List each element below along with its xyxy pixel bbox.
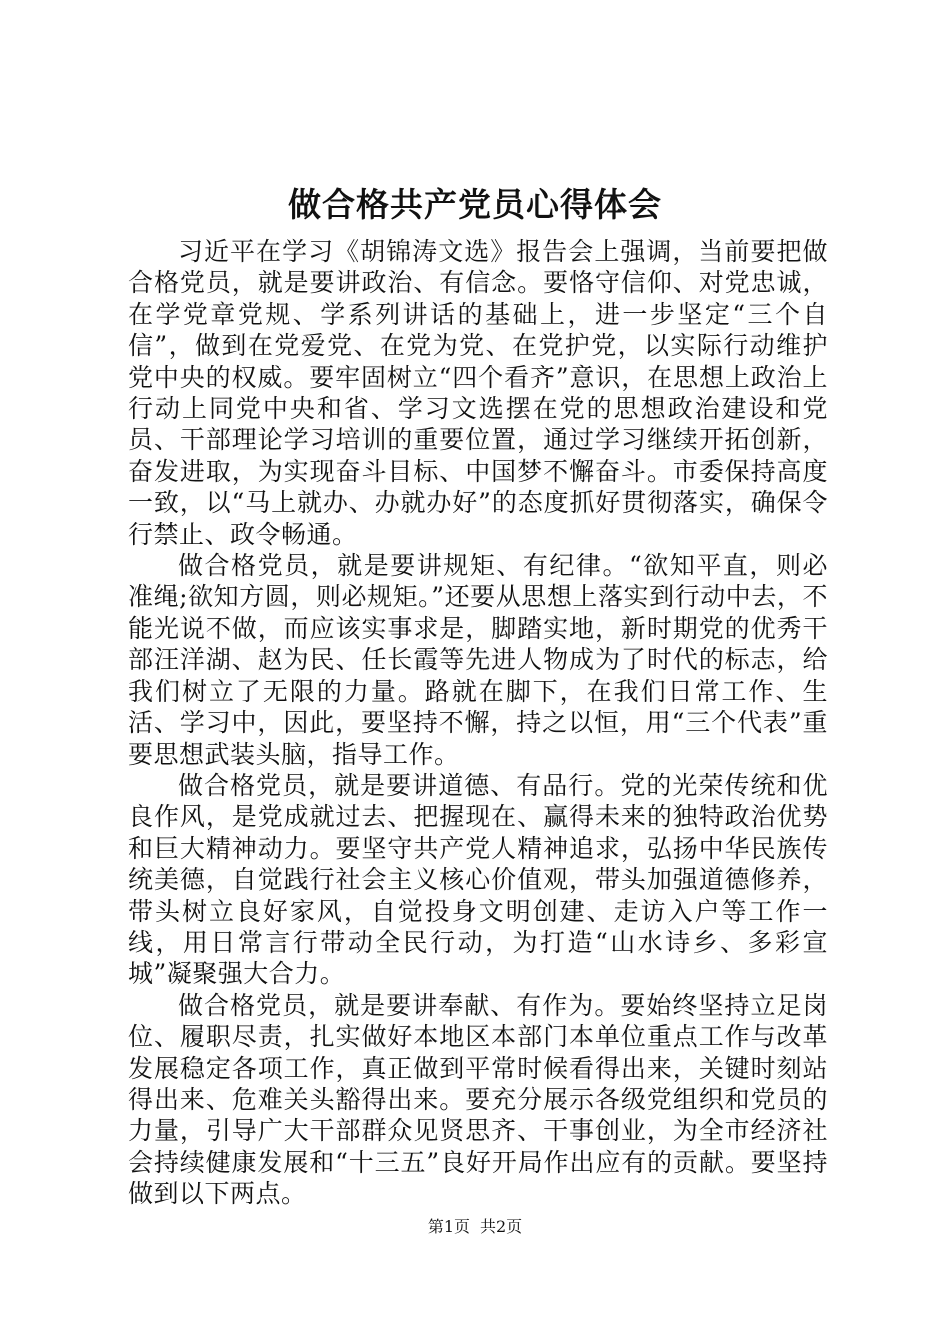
page-number-total: 共2页: [480, 1217, 523, 1236]
document-body: [128, 236, 828, 1210]
document-title: 做合格共产党员心得体会: [288, 185, 662, 224]
page-number-current: 第1页: [427, 1217, 470, 1236]
paragraph-4: 做合格党员，就是要讲奉献、有作为。要始终坚持立足岗位、履职尽责，扎实做好本地区本部门本单位重点工作与改革发展稳定各项工作，真正做到平常时候看得出来，关键时刻站得出来、危难关头豁得出来。要充分展示各级党组织和党员的力量，引导广大干部群众见贤思齐、干事创业，为全市经济社会持续健康发展和“十三五”良好开局作出应有的贡献。要坚持做到以下两点。: [128, 990, 828, 1209]
paragraph-2: 做合格党员，就是要讲规矩、有纪律。“欲知平直，则必准绳;欲知方圆，则必规矩。”还要从思想上落实到行动中去，不能光说不做，而应该实事求是，脚踏实地，新时期党的优秀干部汪洋湖、赵为民、任长霞等先进人物成为了时代的标志，给我们树立了无限的力量。路就在脚下，在我们日常工作、生活、学习中，因此，要坚持不懈，持之以恒，用“三个代表”重要思想武装头脑，指导工作。: [128, 551, 828, 769]
paragraph-1: 习近平在学习《胡锦涛文选》报告会上强调，当前要把做合格党员，就是要讲政治、有信念。要恪守信仰、对党忠诚，在学党章党规、学系列讲话的基础上，进一步坚定“三个自信”，做到在党爱党、在党为党、在党护党，以实际行动维护党中央的权威。要牢固树立“四个看齐”意识，在思想上政治上行动上同党中央和省、学习文选摆在党的思想政治建设和党员、干部理论学习培训的重要位置，通过学习继续开拓创新，奋发进取，为实现奋斗目标、中国梦不懈奋斗。市委保持高度一致，以“马上就办、办就办好”的态度抓好贯彻落实，确保令行禁止、政令畅通。: [128, 237, 828, 549]
page-footer: [0, 1216, 950, 1238]
paragraph-3: 做合格党员，就是要讲道德、有品行。党的光荣传统和优良作风，是党成就过去、把握现在、赢得未来的独特政治优势和巨大精神动力。要坚守共产党人精神追求，弘扬中华民族传统美德，自觉践行社会主义核心价值观，带头加强道德修养，带头树立良好家风，自觉投身文明创建、走访入户等工作一线，用日常言行带动全民行动，为打造“山水诗乡、多彩宣城”凝聚强大合力。: [128, 770, 828, 989]
